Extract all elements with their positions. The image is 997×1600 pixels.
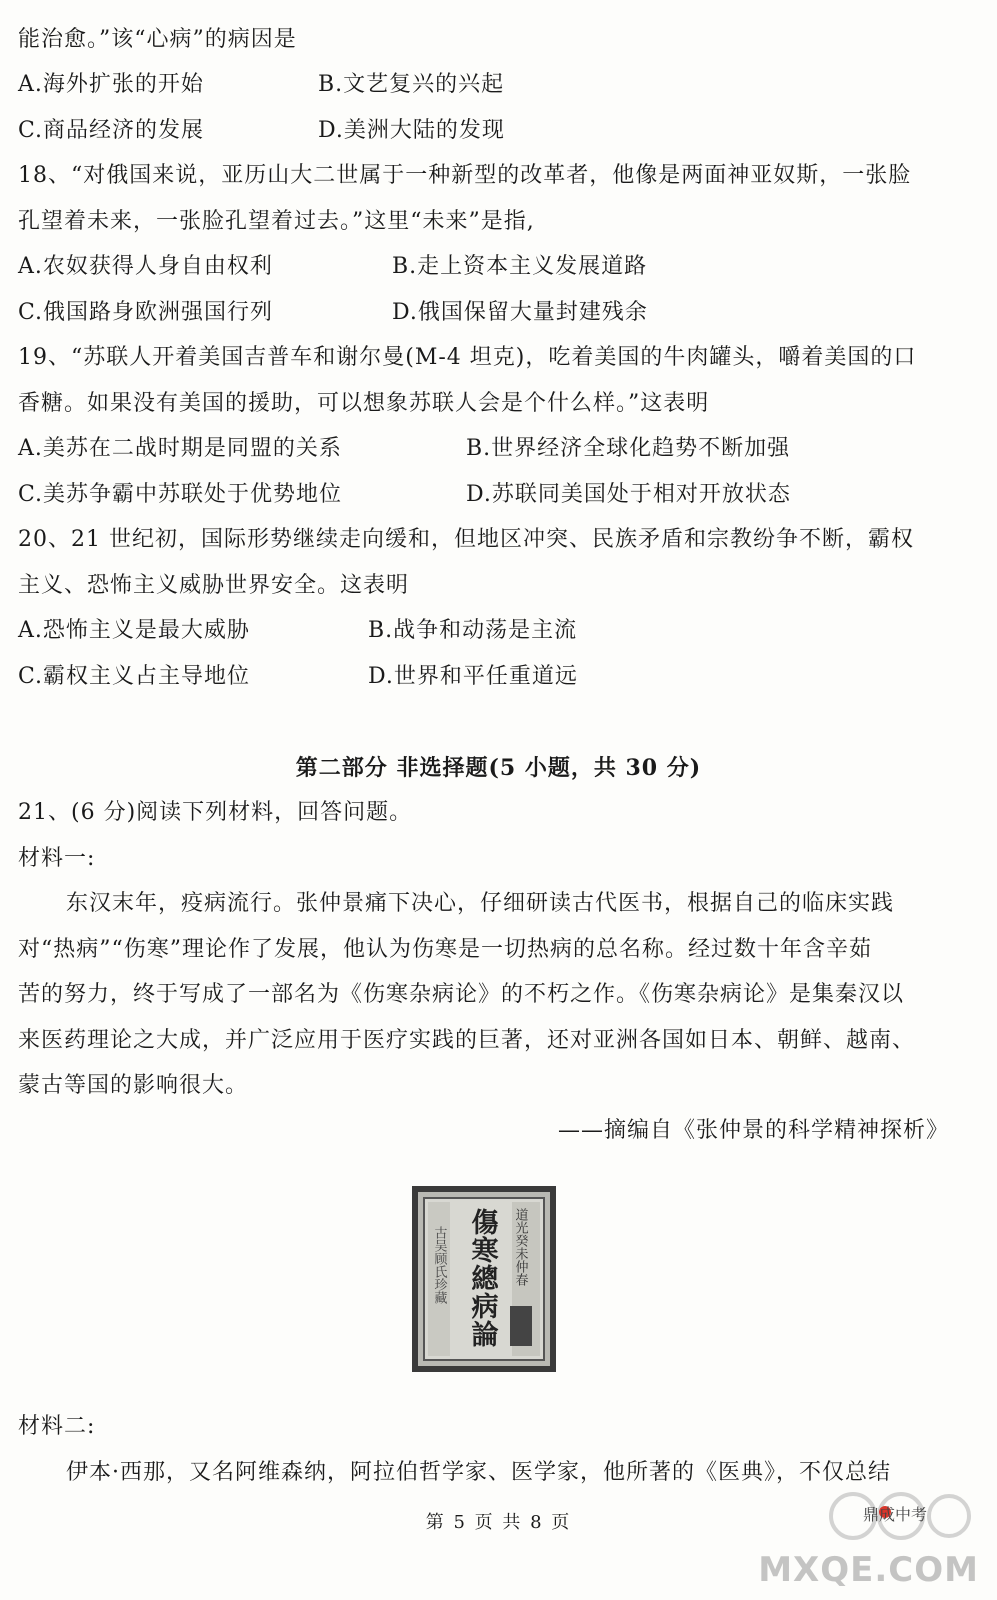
watermark [758,1476,983,1596]
option-17b: B.文艺复兴的兴起 [318,72,505,97]
book-cover-top: 道光癸未仲春 [512,1208,528,1286]
book-cover-title: 傷寒總病論 [466,1208,498,1348]
book-cover-side: 古吴顾氏珍藏 [431,1226,447,1304]
book-cover-image [412,1186,556,1372]
material-1-text: 来医药理论之大成，并广泛应用于医疗实践的巨著，还对亚洲各国如日本、朝鲜、越南、 [18,1028,916,1053]
material-1-source: ——摘编自《张仲景的科学精神探析》 [557,1118,949,1143]
material-1-label: 材料一: [18,846,96,871]
option-20a: A.恐怖主义是最大威胁 [18,618,250,643]
question-19-line1: 19、“苏联人开着美国吉普车和谢尔曼(M-4 坦克)，吃着美国的牛肉罐头，嚼着美国的口 [18,345,917,370]
option-17d: D.美洲大陆的发现 [318,118,505,143]
option-19d: D.苏联同美国处于相对开放状态 [466,482,791,507]
option-18d: D.俄国保留大量封建残余 [392,300,648,325]
option-19b: B.世界经济全球化趋势不断加强 [466,436,791,461]
page-number: 第 5 页 共 8 页 [425,1512,572,1533]
option-18b: B.走上资本主义发展道路 [392,254,648,279]
option-20d: D.世界和平任重道远 [368,664,578,689]
option-19c: C.美苏争霸中苏联处于优势地位 [18,482,343,507]
option-17a: A.海外扩张的开始 [18,72,204,97]
option-20c: C.霸权主义占主导地位 [18,664,251,689]
option-20b: B.战争和动荡是主流 [368,618,578,643]
text-line: 能治愈。”该“心病”的病因是 [18,27,297,52]
material-1-text: 苦的努力，终于写成了一部名为《伤寒杂病论》的不朽之作。《伤寒杂病论》是集秦汉以 [18,982,905,1007]
material-2-text: 伊本·西那，又名阿维森纳，阿拉伯哲学家、医学家，他所著的《医典》，不仅总结 [66,1460,891,1485]
material-1-text: 蒙古等国的影响很大。 [18,1073,249,1098]
question-21: 21、(6 分)阅读下列材料，回答问题。 [18,800,413,825]
question-18-line2: 孔望着未来，一张脸孔望着过去。”这里“未来”是指, [18,209,535,234]
material-2-label: 材料二: [18,1414,96,1439]
question-20-line1: 20、21 世纪初，国际形势继续走向缓和，但地区冲突、民族矛盾和宗教纷争不断，霸权 [18,527,914,552]
question-19-line2: 香糖。如果没有美国的援助，可以想象苏联人会是个什么样。”这表明 [18,391,710,416]
material-1-text: 东汉末年，疫病流行。张仲景痛下决心，仔细研读古代医书，根据自己的临床实践 [66,891,895,916]
material-1-text: 对“热病”“伤寒”理论作了发展，他认为伤寒是一切热病的总名称。经过数十年含辛茹 [18,937,872,962]
question-18-line1: 18、“对俄国来说，亚历山大二世属于一种新型的改革者，他像是两面神亚奴斯，一张脸 [18,163,912,188]
question-20-line2: 主义、恐怖主义威胁世界安全。这表明 [18,573,410,598]
watermark-brand: 鼎成中考 [862,1505,927,1524]
option-18a: A.农奴获得人身自由权利 [18,254,273,279]
section-heading: 第二部分 非选择题(5 小题，共 30 分) [295,755,702,781]
option-19a: A.美苏在二战时期是同盟的关系 [18,436,342,461]
option-17c: C.商品经济的发展 [18,118,205,143]
option-18c: C.俄国路身欧洲强国行列 [18,300,274,325]
watermark-site: MXQE.COM [758,1550,979,1590]
